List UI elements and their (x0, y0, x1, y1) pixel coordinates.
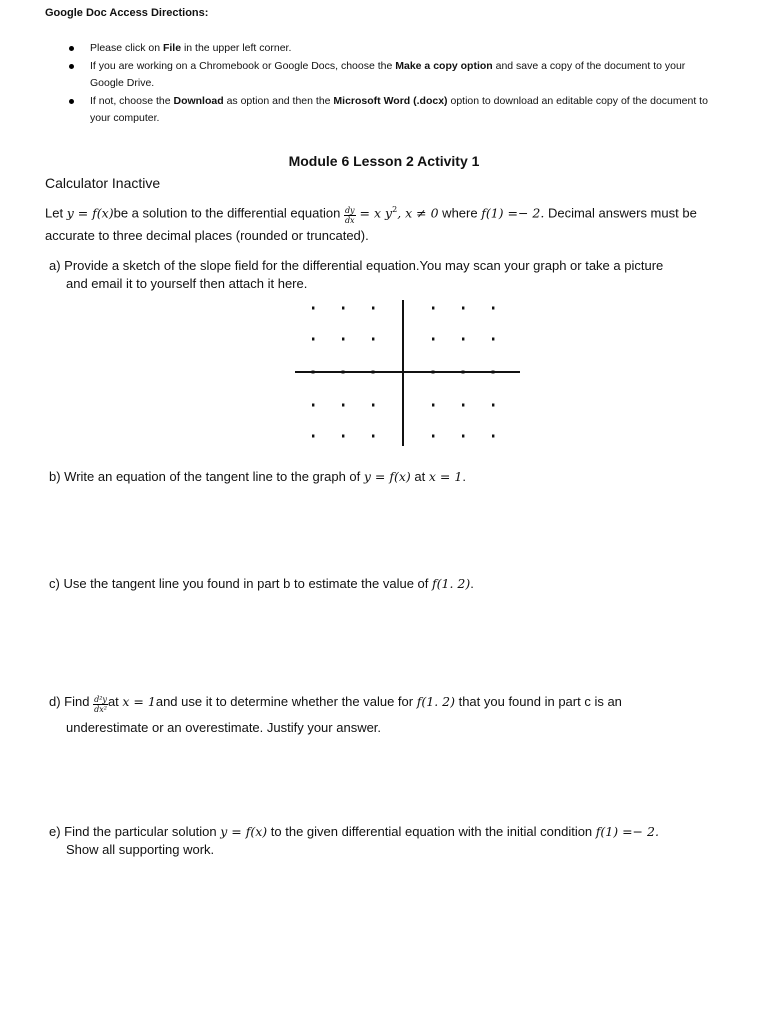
directions-title: Google Doc Access Directions: (45, 7, 209, 19)
part-d: d) Find $\frac{\text{d²y}}{\text{dx²}}$ at x = 1and use it to determine whether the value for f(1. 2) that you found in part c is an underestimate or an overestimate. Justify your answer. (49, 694, 622, 735)
slope-mark (432, 307, 434, 310)
part-c: c) Use the tangent line you found in part b to estimate the value of f(1. 2). (49, 576, 474, 591)
problem-intro: Let y = f(x)be a solution to the differential equation $\frac{dy}{dx}$ = x $y^2$, x ≠ 0 where f(1) =− 2. Decimal answers must be accurate to three decimal places (rounded or truncated). (45, 205, 697, 244)
slope-mark (342, 338, 344, 341)
slope-mark (492, 404, 494, 407)
slope-mark (462, 338, 464, 341)
slope-mark (432, 404, 434, 407)
slope-mark (312, 435, 314, 438)
slope-field-sketch (295, 298, 520, 448)
list-item: If not, choose the Download as option and then the Microsoft Word (.docx) option to download an editable copy of the document to your computer. (66, 93, 716, 127)
slope-mark (462, 404, 464, 407)
slope-mark (492, 435, 494, 438)
slope-mark (312, 404, 314, 407)
second-derivative-fraction: $\frac{\text{d²y}}{\text{dx²}}$ (94, 695, 107, 714)
dy-dx-fraction: $\frac{dy}{dx}$ (344, 206, 355, 226)
slope-mark (432, 435, 434, 438)
slope-mark (342, 404, 344, 407)
list-item: If you are working on a Chromebook or Google Docs, choose the Make a copy option and save a copy of the document to your Google Drive. (66, 58, 716, 92)
slope-mark (462, 435, 464, 438)
slope-mark (432, 338, 434, 341)
slope-mark (342, 435, 344, 438)
slope-mark (492, 338, 494, 341)
list-item: Please click on File in the upper left corner. (66, 40, 716, 57)
part-b: b) Write an equation of the tangent line to the graph of y = f(x) at x = 1. (49, 469, 466, 484)
slope-mark (372, 435, 374, 438)
bullet-dot-icon (69, 46, 74, 51)
slope-mark (372, 338, 374, 341)
bullet-dot-icon (69, 64, 74, 69)
slope-mark (372, 307, 374, 310)
bullet-dot-icon (69, 99, 74, 104)
directions-list (66, 40, 716, 128)
slope-mark (342, 307, 344, 310)
slope-mark (372, 404, 374, 407)
part-a: a) Provide a sketch of the slope field for the differential equation.You may scan your graph or take a picture and email it to yourself then attach it here. (49, 258, 664, 291)
slope-mark (312, 338, 314, 341)
subheading: Calculator Inactive (45, 175, 161, 191)
part-e: e) Find the particular solution y = f(x) to the given differential equation with the initial condition f(1) =− 2. Show all supporting work. (49, 824, 659, 857)
page-title: Module 6 Lesson 2 Activity 1 (288, 153, 480, 169)
slope-mark (462, 307, 464, 310)
slope-mark (312, 307, 314, 310)
slope-mark (492, 307, 494, 310)
